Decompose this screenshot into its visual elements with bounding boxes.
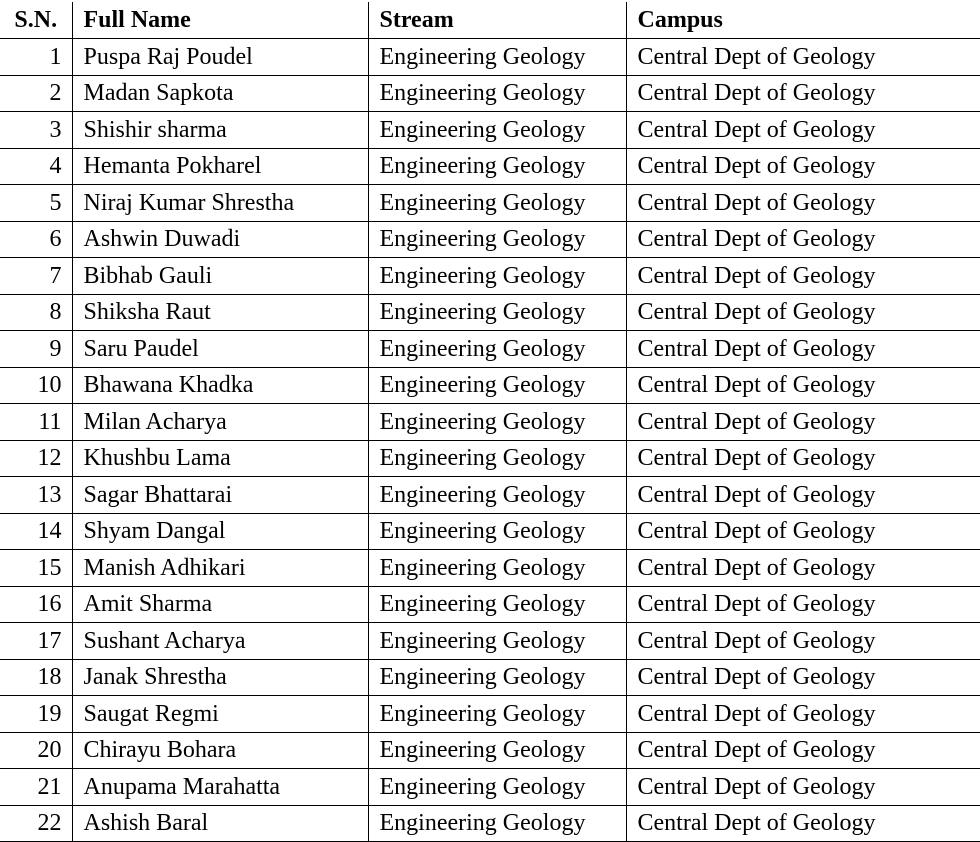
cell-sn: 7 xyxy=(0,258,72,295)
cell-full-name: Ashish Baral xyxy=(72,805,368,842)
cell-campus: Central Dept of Geology xyxy=(626,550,980,587)
cell-stream: Engineering Geology xyxy=(368,769,626,806)
header-row xyxy=(0,2,980,39)
cell-full-name: Saru Paudel xyxy=(72,331,368,368)
header-campus: Campus xyxy=(626,2,980,39)
cell-stream: Engineering Geology xyxy=(368,185,626,222)
header-sn: S.N. xyxy=(0,2,72,39)
cell-campus: Central Dept of Geology xyxy=(626,75,980,112)
cell-full-name: Janak Shrestha xyxy=(72,659,368,696)
cell-full-name: Chirayu Bohara xyxy=(72,732,368,769)
cell-campus: Central Dept of Geology xyxy=(626,185,980,222)
cell-full-name: Ashwin Duwadi xyxy=(72,221,368,258)
cell-campus: Central Dept of Geology xyxy=(626,331,980,368)
cell-sn: 20 xyxy=(0,732,72,769)
table-row xyxy=(0,185,980,222)
cell-sn: 8 xyxy=(0,294,72,331)
cell-sn: 18 xyxy=(0,659,72,696)
cell-sn: 16 xyxy=(0,586,72,623)
table-row xyxy=(0,659,980,696)
cell-stream: Engineering Geology xyxy=(368,404,626,441)
header-stream: Stream xyxy=(368,2,626,39)
cell-full-name: Hemanta Pokharel xyxy=(72,148,368,185)
cell-campus: Central Dept of Geology xyxy=(626,367,980,404)
table-row xyxy=(0,294,980,331)
table-row xyxy=(0,112,980,149)
cell-stream: Engineering Geology xyxy=(368,659,626,696)
cell-full-name: Saugat Regmi xyxy=(72,696,368,733)
cell-full-name: Sagar Bhattarai xyxy=(72,477,368,514)
cell-sn: 6 xyxy=(0,221,72,258)
cell-campus: Central Dept of Geology xyxy=(626,258,980,295)
cell-stream: Engineering Geology xyxy=(368,331,626,368)
cell-campus: Central Dept of Geology xyxy=(626,659,980,696)
cell-stream: Engineering Geology xyxy=(368,39,626,76)
cell-full-name: Bibhab Gauli xyxy=(72,258,368,295)
table-row xyxy=(0,331,980,368)
table-row xyxy=(0,148,980,185)
cell-stream: Engineering Geology xyxy=(368,75,626,112)
cell-full-name: Shiksha Raut xyxy=(72,294,368,331)
cell-stream: Engineering Geology xyxy=(368,623,626,660)
cell-stream: Engineering Geology xyxy=(368,513,626,550)
cell-sn: 13 xyxy=(0,477,72,514)
table-header xyxy=(0,2,980,39)
cell-campus: Central Dept of Geology xyxy=(626,732,980,769)
header-full-name: Full Name xyxy=(72,2,368,39)
cell-campus: Central Dept of Geology xyxy=(626,39,980,76)
cell-full-name: Puspa Raj Poudel xyxy=(72,39,368,76)
cell-sn: 14 xyxy=(0,513,72,550)
cell-full-name: Anupama Marahatta xyxy=(72,769,368,806)
table-row xyxy=(0,623,980,660)
cell-campus: Central Dept of Geology xyxy=(626,404,980,441)
cell-full-name: Milan Acharya xyxy=(72,404,368,441)
table-row xyxy=(0,550,980,587)
cell-full-name: Amit Sharma xyxy=(72,586,368,623)
cell-campus: Central Dept of Geology xyxy=(626,696,980,733)
cell-stream: Engineering Geology xyxy=(368,112,626,149)
table-row xyxy=(0,769,980,806)
cell-stream: Engineering Geology xyxy=(368,221,626,258)
cell-sn: 10 xyxy=(0,367,72,404)
cell-campus: Central Dept of Geology xyxy=(626,623,980,660)
cell-sn: 9 xyxy=(0,331,72,368)
cell-campus: Central Dept of Geology xyxy=(626,769,980,806)
cell-full-name: Madan Sapkota xyxy=(72,75,368,112)
cell-sn: 15 xyxy=(0,550,72,587)
table-row xyxy=(0,805,980,842)
cell-sn: 3 xyxy=(0,112,72,149)
cell-campus: Central Dept of Geology xyxy=(626,221,980,258)
cell-stream: Engineering Geology xyxy=(368,696,626,733)
cell-stream: Engineering Geology xyxy=(368,258,626,295)
table-row xyxy=(0,732,980,769)
cell-full-name: Niraj Kumar Shrestha xyxy=(72,185,368,222)
cell-stream: Engineering Geology xyxy=(368,732,626,769)
cell-stream: Engineering Geology xyxy=(368,477,626,514)
table-row xyxy=(0,696,980,733)
table-row xyxy=(0,258,980,295)
cell-sn: 22 xyxy=(0,805,72,842)
cell-campus: Central Dept of Geology xyxy=(626,294,980,331)
cell-stream: Engineering Geology xyxy=(368,805,626,842)
cell-sn: 12 xyxy=(0,440,72,477)
cell-full-name: Bhawana Khadka xyxy=(72,367,368,404)
table-row xyxy=(0,404,980,441)
cell-sn: 2 xyxy=(0,75,72,112)
cell-sn: 4 xyxy=(0,148,72,185)
cell-sn: 11 xyxy=(0,404,72,441)
cell-full-name: Sushant Acharya xyxy=(72,623,368,660)
cell-sn: 21 xyxy=(0,769,72,806)
student-table xyxy=(0,2,980,842)
table-row xyxy=(0,440,980,477)
table-row xyxy=(0,39,980,76)
cell-campus: Central Dept of Geology xyxy=(626,440,980,477)
cell-stream: Engineering Geology xyxy=(368,440,626,477)
cell-campus: Central Dept of Geology xyxy=(626,477,980,514)
cell-full-name: Shyam Dangal xyxy=(72,513,368,550)
cell-stream: Engineering Geology xyxy=(368,586,626,623)
table-row xyxy=(0,75,980,112)
cell-campus: Central Dept of Geology xyxy=(626,112,980,149)
cell-sn: 5 xyxy=(0,185,72,222)
cell-stream: Engineering Geology xyxy=(368,367,626,404)
cell-campus: Central Dept of Geology xyxy=(626,586,980,623)
cell-campus: Central Dept of Geology xyxy=(626,513,980,550)
cell-full-name: Shishir sharma xyxy=(72,112,368,149)
table-row xyxy=(0,367,980,404)
table-row xyxy=(0,586,980,623)
cell-stream: Engineering Geology xyxy=(368,550,626,587)
cell-sn: 17 xyxy=(0,623,72,660)
cell-stream: Engineering Geology xyxy=(368,294,626,331)
cell-sn: 1 xyxy=(0,39,72,76)
table-row xyxy=(0,221,980,258)
table-row xyxy=(0,513,980,550)
cell-stream: Engineering Geology xyxy=(368,148,626,185)
cell-full-name: Khushbu Lama xyxy=(72,440,368,477)
cell-campus: Central Dept of Geology xyxy=(626,148,980,185)
table-row xyxy=(0,477,980,514)
table-body xyxy=(0,39,980,842)
cell-full-name: Manish Adhikari xyxy=(72,550,368,587)
cell-campus: Central Dept of Geology xyxy=(626,805,980,842)
cell-sn: 19 xyxy=(0,696,72,733)
